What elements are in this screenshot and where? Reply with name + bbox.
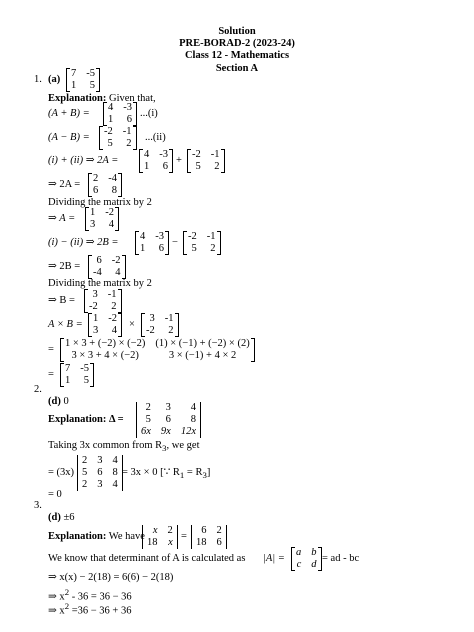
matrix-cell: 2 [126, 138, 132, 149]
matrix-cell: 4 [112, 479, 118, 490]
q2-taking-text [48, 440, 200, 454]
q2-taking-end: , we get [166, 440, 200, 451]
matrix-cell: 6 [162, 161, 168, 172]
q2-determinant-2 [77, 455, 123, 491]
q1-divide-2: Dividing the matrix by 2 [48, 278, 152, 289]
header-exam: PRE-BORAD-2 (2023-24) [179, 38, 295, 49]
matrix-cell: 3 [93, 325, 99, 336]
q3-number: 3. [34, 500, 42, 511]
q1-expl-text: Given that, [108, 93, 156, 104]
q1-answer-matrix [66, 68, 100, 92]
matrix-cell: 2 [82, 479, 88, 490]
matrix-cell: -3 [155, 231, 164, 242]
matrix-cell: 6 [93, 185, 99, 196]
q3-we-have: We have [108, 531, 145, 542]
matrix-cell: 1 × 3 + (−2) × (−2) [65, 338, 146, 349]
q1-number: 1. [34, 74, 42, 85]
q2-explanation [48, 414, 124, 426]
matrix-cell: 5 [145, 414, 151, 425]
header-class: Class 12 - Mathematics [184, 50, 290, 61]
q1-divide-1: Dividing the matrix by 2 [48, 197, 152, 208]
q1-eq2-matrix [99, 126, 137, 150]
matrix-cell: 4 [140, 231, 146, 242]
q1-eq3-matrix-2 [187, 149, 225, 173]
q1-eq11-lhs: = [48, 369, 54, 380]
q2-taking-sub: 3 [162, 443, 167, 454]
q3-answer-label: (d) [48, 512, 61, 523]
q3-step-2-a: ⇒ x [48, 591, 65, 603]
q2-expl-label: Explanation: [48, 414, 107, 425]
matrix-cell: -4 [93, 267, 102, 278]
q1-expl-label: Explanation: [48, 93, 107, 104]
matrix-cell: 2 [210, 243, 216, 254]
matrix-cell: 7 [71, 68, 77, 79]
matrix-cell: 6 [97, 467, 103, 478]
q3-step-2-sup: 2 [64, 587, 70, 597]
q2-delta: Δ = [108, 414, 124, 425]
matrix-cell: -1 [210, 149, 220, 160]
matrix-cell: 2 [82, 455, 88, 466]
matrix-cell: 6 [201, 525, 207, 536]
matrix-cell: 6 [158, 243, 164, 254]
matrix-cell: a [296, 547, 302, 558]
matrix-cell: -2 [104, 126, 113, 137]
matrix-cell: -3 [123, 102, 132, 113]
q2-r3-sub: 3 [202, 470, 207, 481]
matrix-cell: 8 [111, 185, 117, 196]
q3-step-3-a: ⇒ x [48, 605, 65, 617]
q1-eq10-lhs: = [48, 344, 54, 355]
matrix-cell: 6 [165, 414, 171, 425]
matrix-cell: -4 [108, 173, 117, 184]
matrix-cell: b [311, 547, 317, 558]
q1-eq3-plus: + [176, 155, 182, 166]
q2-eq-lhs: = (3x) [48, 467, 75, 478]
matrix-cell: -2 [108, 313, 117, 324]
matrix-cell: 9x [160, 426, 171, 437]
matrix-cell: 2 [111, 301, 117, 312]
matrix-cell: 6 [96, 255, 102, 266]
matrix-cell: 5 [107, 138, 113, 149]
matrix-cell: 2 [167, 525, 173, 536]
q1-eq9-matrix-2 [141, 313, 179, 337]
matrix-cell: 4 [115, 267, 121, 278]
matrix-cell: 12x [180, 426, 197, 437]
matrix-cell: 5 [89, 80, 95, 91]
matrix-cell: 1 [93, 313, 99, 324]
q3-step-3-sup: 2 [64, 601, 70, 611]
q1-eq2-lhs: (A − B) = [48, 132, 90, 143]
q1-eq1-tag: ...(i) [140, 108, 158, 119]
q1-eq5-matrix [85, 207, 119, 231]
q1-eq10-matrix [60, 338, 255, 362]
matrix-cell: 6 [126, 114, 132, 125]
matrix-cell: 4 [190, 402, 197, 413]
matrix-cell: 7 [65, 363, 71, 374]
q1-eq5-lhs: ⇒ A = [48, 213, 76, 224]
matrix-cell: -5 [80, 363, 89, 374]
q3-step-3-b: =36 − 36 + 36 [69, 605, 132, 617]
matrix-cell: -1 [164, 313, 174, 324]
matrix-cell: 1 [144, 161, 150, 172]
matrix-cell: (1) × (−1) + (−2) × (2) [155, 338, 250, 349]
q3-determinant-1 [142, 525, 178, 549]
q2-r1-sub: 1 [179, 470, 185, 481]
matrix-cell: 18 [147, 537, 158, 548]
matrix-cell: 3 [97, 455, 103, 466]
q1-eq1-matrix [103, 102, 137, 126]
matrix-cell: -2 [89, 301, 98, 312]
q2-eq-mid: = R [184, 467, 203, 478]
matrix-cell: 4 [108, 219, 114, 230]
q1-answer-label: (a) [48, 74, 61, 85]
q1-eq7-lhs: ⇒ 2B = [48, 261, 81, 272]
q1-eq9-matrix-1 [88, 313, 122, 337]
matrix-cell: 8 [190, 414, 197, 425]
q1-eq7-matrix [88, 255, 126, 279]
matrix-cell: 1 [90, 207, 96, 218]
matrix-cell: -1 [122, 126, 132, 137]
matrix-cell: 1 [71, 80, 77, 91]
matrix-cell: x [152, 525, 158, 536]
matrix-cell: 3 × (−1) + 4 × 2 [168, 350, 237, 361]
matrix-cell: 4 [112, 455, 118, 466]
matrix-cell: 3 × 3 + 4 × (−2) [71, 350, 139, 361]
q2-eq-end: ] [206, 467, 211, 478]
q3-determinant-2 [191, 525, 227, 549]
matrix-cell: 2 [216, 525, 222, 536]
q2-determinant [136, 402, 201, 438]
matrix-cell: 3 [165, 402, 171, 413]
q1-eq1-lhs: (A + B) = [48, 108, 90, 119]
matrix-cell: 3 [149, 313, 155, 324]
q3-ad-bc: = ad - bc [322, 553, 360, 564]
q3-answer [48, 512, 74, 524]
q3-expl-label: Explanation: [48, 531, 107, 542]
q1-eq4-matrix [88, 173, 122, 197]
matrix-cell: -1 [107, 289, 117, 300]
matrix-cell: 5 [191, 243, 197, 254]
q3-matrix-a [291, 547, 322, 571]
matrix-cell: 18 [196, 537, 207, 548]
matrix-cell: 5 [83, 375, 89, 386]
matrix-cell: -2 [111, 255, 121, 266]
matrix-cell: x [168, 537, 173, 548]
q2-result: = 0 [48, 489, 62, 500]
matrix-cell: -1 [206, 231, 216, 242]
matrix-cell: -2 [188, 231, 197, 242]
q1-eq6-minus: − [172, 237, 178, 248]
q1-eq6-lhs: (i) − (ii) ⇒ 2B = [48, 237, 119, 248]
matrix-cell: 2 [93, 173, 99, 184]
q2-eq-rhs [122, 467, 210, 481]
q1-eq9-lhs: A × B = [48, 319, 83, 330]
matrix-cell: 2 [145, 402, 151, 413]
q3-equals: = [181, 531, 187, 542]
matrix-cell: 5 [195, 161, 201, 172]
matrix-cell: 1 [140, 243, 146, 254]
matrix-cell: d [311, 559, 317, 570]
q1-eq9-times: × [129, 319, 135, 330]
matrix-cell: c [296, 559, 302, 570]
matrix-cell: 4 [108, 102, 114, 113]
q1-eq3-matrix-1 [139, 149, 173, 173]
q2-number: 2. [34, 384, 42, 395]
matrix-cell: 2 [168, 325, 174, 336]
matrix-cell: -3 [159, 149, 168, 160]
matrix-cell: 3 [92, 289, 98, 300]
matrix-cell: 6 [216, 537, 222, 548]
q1-eq4-lhs: ⇒ 2A = [48, 179, 81, 190]
q1-eq3-lhs: (i) + (ii) ⇒ 2A = [48, 155, 119, 166]
matrix-cell: 6x [141, 426, 151, 437]
q3-step-3 [48, 600, 131, 618]
q3-step-2-b: - 36 = 36 − 36 [69, 591, 132, 603]
q2-taking-main: Taking 3x common from R [48, 440, 163, 451]
header-section: Section A [215, 63, 259, 74]
matrix-cell: 1 [65, 375, 71, 386]
q3-abs-a: |A| = [263, 553, 285, 564]
matrix-cell: -2 [192, 149, 201, 160]
q2-answer-value: 0 [63, 396, 69, 407]
q3-know-text: We know that determinant of A is calculated as [48, 553, 246, 564]
q1-eq11-matrix [60, 363, 94, 387]
matrix-cell: -2 [146, 325, 155, 336]
q1-eq8-lhs: ⇒ B = [48, 295, 75, 306]
q2-answer-label: (d) [48, 396, 61, 407]
q1-eq2-tag: ...(ii) [145, 132, 166, 143]
q3-explanation [48, 531, 145, 543]
matrix-cell: 2 [214, 161, 220, 172]
q3-answer-value: ±6 [63, 512, 75, 523]
q3-step-1: ⇒ x(x) − 2(18) = 6(6) − 2(18) [48, 572, 174, 583]
matrix-cell: 1 [108, 114, 114, 125]
matrix-cell: -2 [105, 207, 114, 218]
q1-eq8-matrix [84, 289, 122, 313]
matrix-cell: 8 [112, 467, 118, 478]
matrix-cell: 3 [97, 479, 103, 490]
matrix-cell: 4 [111, 325, 117, 336]
q1-eq6-matrix-2 [183, 231, 221, 255]
matrix-cell: 5 [82, 467, 88, 478]
q1-eq6-matrix-1 [135, 231, 169, 255]
matrix-cell: 3 [90, 219, 96, 230]
q2-eq-rhs-main: = 3x × 0 [∵ R [122, 467, 180, 478]
header-title: Solution [218, 26, 256, 37]
q1-explanation [48, 93, 156, 105]
matrix-cell: 4 [144, 149, 150, 160]
matrix-cell: -5 [86, 68, 95, 79]
q2-answer [48, 396, 69, 408]
